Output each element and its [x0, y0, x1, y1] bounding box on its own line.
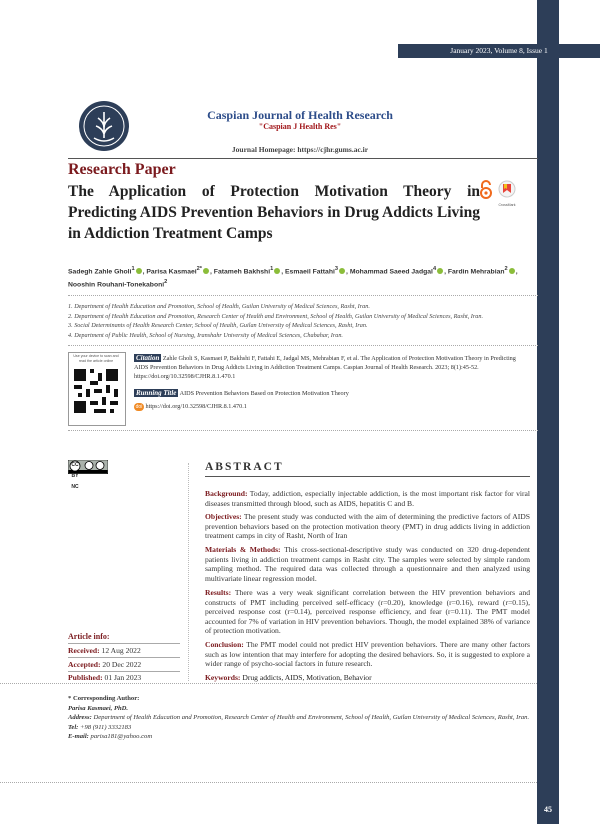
- tel-label: Tel:: [68, 723, 79, 731]
- affiliation-item: 2. Department of Health Education and Promotion, Research Center of Health and Environment, School of Health, Guilan University of Medical Sciences, Rasht, Iran.: [68, 312, 484, 320]
- published-value: 01 Jan 2023: [104, 673, 142, 682]
- abstract-objectives: [205, 512, 530, 541]
- accepted-label: Accepted:: [68, 660, 101, 669]
- cc-label: CC BY NC: [71, 462, 79, 490]
- cc-license-badge[interactable]: [68, 460, 108, 490]
- author-sup: 1: [131, 266, 135, 272]
- author-sup: 2: [504, 266, 508, 272]
- author-name: Sadegh Zahle Gholi: [68, 268, 132, 276]
- author-name: Mohammad Saeed Jadgal: [349, 268, 433, 276]
- corr-heading: * Corresponding Author:: [68, 695, 140, 702]
- citation-tag: Citation: [136, 354, 160, 362]
- corr-name: Parisa Kasmaei, PhD.: [68, 704, 129, 712]
- author-list: Sadegh Zahle Gholi$^1$ , Parisa Kasmaei$^{2*}$ , Fatameh Bakhshi$^1$ , Esmaeil Fattahi$^3$ , Mohammad Saeed Jadgal$^4$ , Fardin Mehrabian$^2$ , Nooshin Rouhani-Tonekaboni$^2$: [68, 266, 518, 289]
- bottom-divider: [0, 782, 537, 783]
- citation-block: [134, 354, 526, 382]
- conclusion-label: Conclusion:: [205, 640, 244, 649]
- author-name: Fardin Mehrabian: [447, 268, 505, 276]
- article-title: The Application of Protection Motivation Theory in Predicting AIDS Prevention Behaviors in Drug Addicts Living in Addiction Treatment Camps: [68, 183, 480, 242]
- methods-text: This cross-sectional-descriptive study was conducted on 320 drug-dependent patients living in addiction treatment camps in Rasht city. The samples were selected by simple random sampling method. The required data was collected through a questionnaire and then analyzed using multivariate linear regression model.: [205, 545, 531, 583]
- crossmark-label: CrossMark: [498, 203, 516, 207]
- results-text: There was a very weak significant correlation between the HIV prevention behaviors and constructs of PMT including perceived self-efficacy (r=0.20), knowledge (r=0.16), reward (r=0.15), perceived response cost (r=0.14), perceived response efficiency, and fear (r=0.11). The PMT model accounted for 7% of variation in HIV prevention behaviors. Though, the model explained 38% of variance of protection motivation.: [205, 588, 530, 636]
- column-divider: [188, 463, 190, 681]
- received-date: [68, 646, 183, 655]
- tel-text: +98 (911) 3332183: [80, 723, 132, 731]
- abstract-methods: [205, 545, 530, 583]
- running-title-text: AIDS Prevention Behaviors Based on Protection Motivation Theory: [179, 390, 349, 397]
- orcid-icon[interactable]: [203, 268, 209, 274]
- abstract-rule: [205, 476, 530, 477]
- received-value: 12 Aug 2022: [101, 646, 141, 655]
- received-label: Received:: [68, 646, 100, 655]
- objectives-text: The present study was conducted with the aim of determining the predictive factors of AIDS prevention behaviors based on the protection motivation theory (PMT) in drug addicts living in addiction treatment camps in city of Rasht, North of Iran: [205, 512, 530, 541]
- qr-code-icon[interactable]: [74, 369, 118, 413]
- info-rule: [68, 643, 180, 644]
- crossmark-badge[interactable]: [498, 180, 516, 206]
- journal-logo-icon: [78, 100, 130, 152]
- affiliation-item: 4. Department of Public Health, School of Nursing, Iranshahr University of Medical Sciences, Chabahar, Iran.: [68, 331, 343, 339]
- abstract-conclusion: [205, 640, 530, 669]
- abstract-heading: ABSTRACT: [205, 461, 284, 473]
- author-sup: 3: [334, 266, 339, 272]
- footer-divider: [0, 683, 537, 684]
- author-name: Parisa Kasmaei: [146, 268, 197, 276]
- open-access-icon: [478, 180, 494, 200]
- journal-abbrev: "Caspian J Health Res": [258, 122, 342, 131]
- results-label: Results:: [205, 588, 232, 597]
- qr-caption: Use your device to scan and read the article online: [73, 354, 119, 363]
- orcid-icon[interactable]: [509, 268, 515, 274]
- citation-divider: [68, 430, 538, 431]
- keywords-text: Drug addicts, AIDS, Motivation, Behavior: [242, 673, 372, 682]
- keywords-label: Keywords:: [205, 673, 241, 682]
- abstract-results: [205, 588, 530, 636]
- doi-link[interactable]: https://doi.org/10.32598/CJHR.8.1.470.1: [145, 403, 247, 410]
- info-rule: [68, 657, 180, 658]
- orcid-icon[interactable]: [274, 268, 280, 274]
- author-sup: 1: [270, 266, 274, 272]
- affiliations: [68, 302, 538, 340]
- article-info-heading: Article info:: [68, 632, 110, 641]
- author-sup: 2: [164, 279, 168, 286]
- paper-type: Research Paper: [68, 161, 176, 178]
- email-label: E-mail:: [68, 733, 89, 741]
- doi-block: [134, 402, 526, 411]
- info-rule: [68, 671, 180, 672]
- affiliation-item: 3. Social Determinants of Health Research Center, School of Health, Guilan University of Medical Sciences, Rasht, Iran.: [68, 322, 368, 330]
- orcid-icon[interactable]: [136, 268, 142, 274]
- orcid-icon[interactable]: [339, 268, 345, 274]
- background-text: Today, addiction, especially injectable addiction, is the most important risk factor for viral diseases transmitted through blood, such as AIDS, hepatitis C and B.: [205, 489, 531, 508]
- author-name: Fatameh Bakhshi: [213, 268, 271, 276]
- right-sidebar: [537, 0, 559, 824]
- email-link[interactable]: parisa181@yahoo.com: [90, 733, 153, 741]
- background-label: Background:: [205, 489, 248, 498]
- orcid-icon[interactable]: [437, 268, 443, 274]
- author-name: Esmaeil Fattahi: [285, 268, 335, 276]
- journal-homepage[interactable]: Journal Homepage: https://cjhr.gums.ac.ir: [231, 145, 369, 154]
- conclusion-text: The PMT model could not predict HIV prevention behaviors. There are many other factors such as low intention that may interfere for adopting the desired behaviors. So, it is suggested to explore a wider range of psycho-social factors in future research.: [205, 640, 530, 669]
- header-divider: [68, 158, 538, 159]
- citation-text: Zahle Gholi S, Kasmaei P, Bakhshi F, Fattahi E, Jadgal MS, Mehrabian F, et al. The Application of Protection Motivation Theory in Predicting AIDS Prevention Behaviors in Drug Addicts Living in Addiction Treatment Camps. Caspian Journal of Health Research. 2023; 8(1):45-52. https://doi.org/10.32598/CJHR.8.1.470.1: [134, 355, 516, 381]
- methods-label: Materials & Methods:: [205, 545, 281, 554]
- affiliation-item: 1. Department of Health Education and Promotion, School of Health, Guilan University of Medical Sciences, Rasht, Iran.: [68, 303, 370, 310]
- author-name: Nooshin Rouhani-Tonekaboni: [68, 281, 165, 289]
- abstract-keywords: [205, 673, 530, 683]
- running-title-tag: Running Title: [136, 389, 177, 397]
- author-sup: 4: [432, 266, 437, 272]
- page-number: 45: [537, 796, 559, 824]
- author-sup: 2*: [196, 266, 203, 272]
- journal-title: Caspian Journal of Health Research: [207, 108, 393, 122]
- accepted-date: [68, 660, 183, 669]
- published-label: Published:: [68, 673, 103, 682]
- running-title-block: [134, 389, 526, 398]
- objectives-label: Objectives:: [205, 512, 242, 521]
- published-date: [68, 673, 183, 682]
- issue-bar: January 2023, Volume 8, Issue 1: [398, 44, 600, 58]
- accepted-value: 20 Dec 2022: [102, 660, 142, 669]
- address-label: Address:: [68, 714, 92, 722]
- affil-divider: [68, 345, 538, 346]
- corresponding-author: [68, 694, 538, 742]
- crossmark-icon: [498, 180, 516, 198]
- doi-icon: doi: [135, 404, 143, 410]
- authors-divider: [68, 295, 538, 296]
- abstract-background: [205, 489, 530, 508]
- address-text: Department of Health Education and Promotion, Research Center of Health and Environment, School of Health, Guilan University of Medical Sciences, Rasht, Iran.: [93, 714, 530, 722]
